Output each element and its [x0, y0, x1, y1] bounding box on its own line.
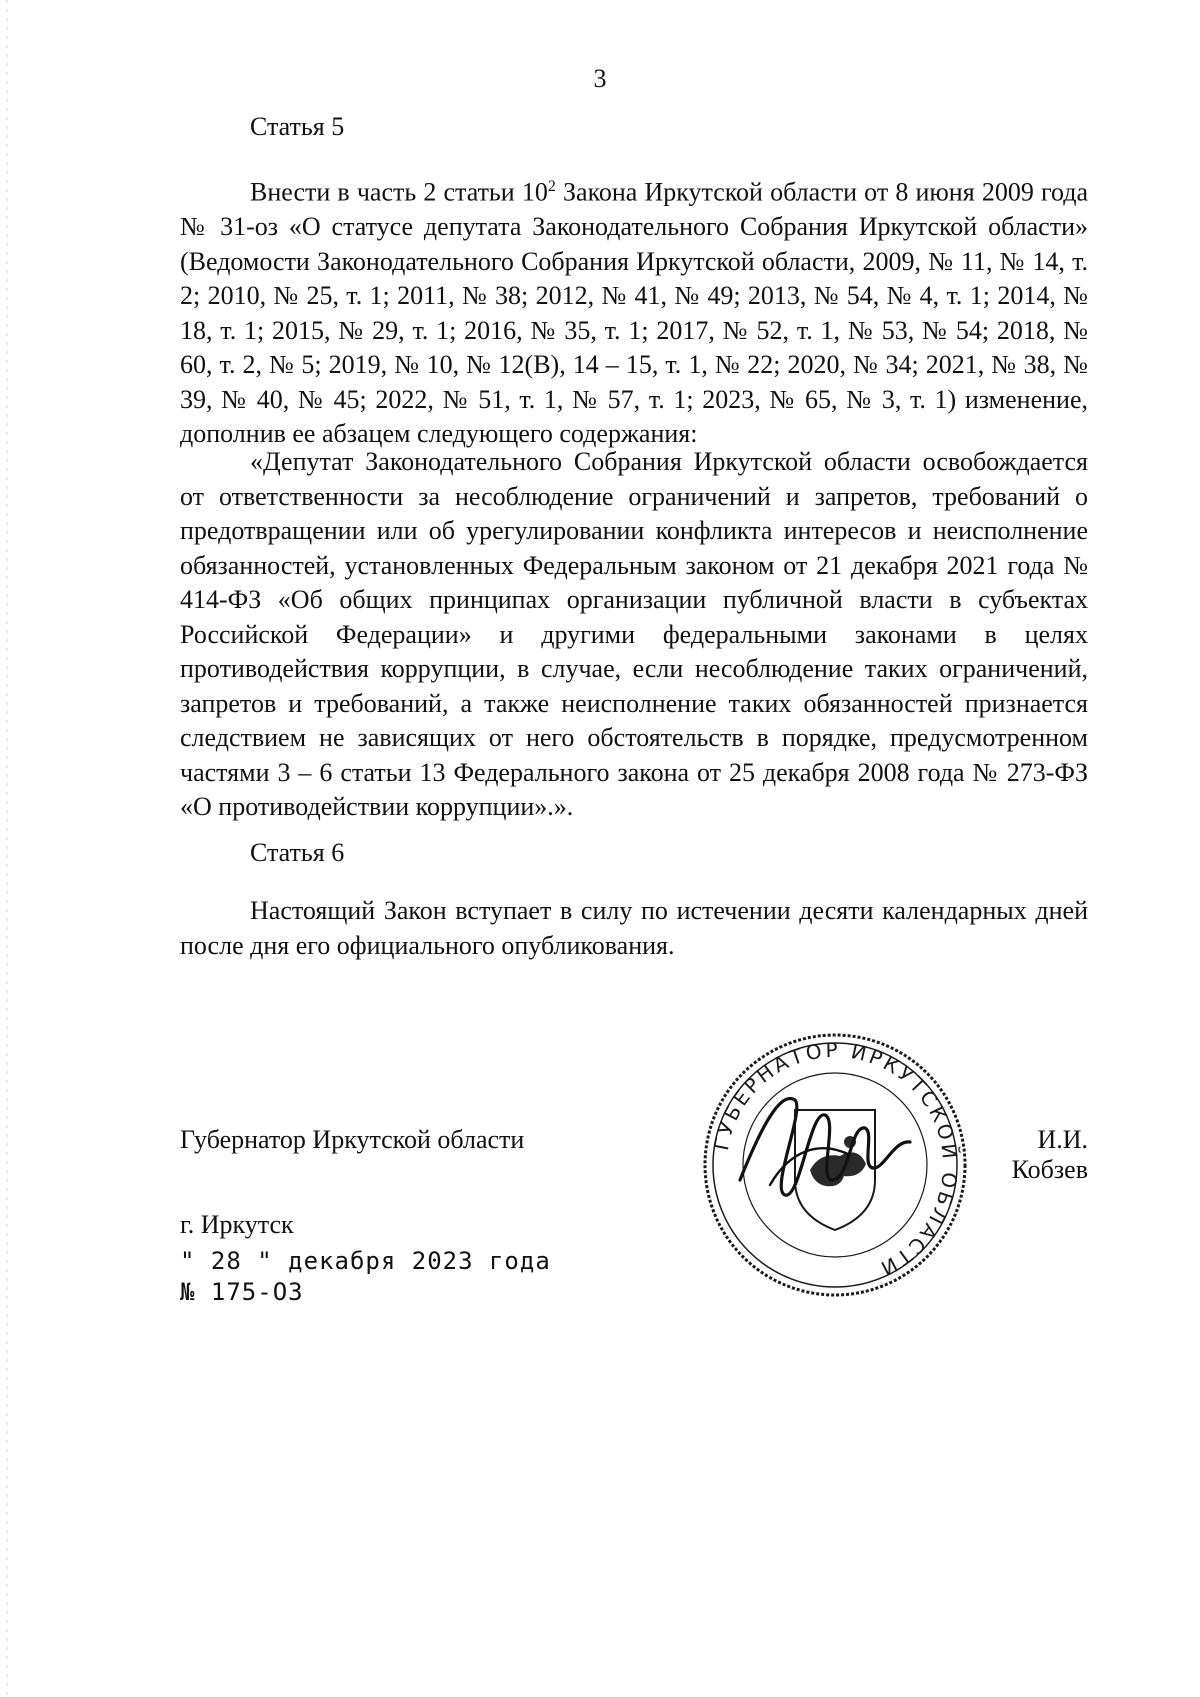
signing-place: г. Иркутск: [180, 1210, 294, 1239]
law-number: № 175-ОЗ: [180, 1278, 304, 1306]
seal-graphic: [700, 1030, 970, 1300]
governor-name: И.И. Кобзев: [1011, 1125, 1088, 1184]
article-6-paragraph-1: Настоящий Закон вступает в силу по истечении десяти календарных дней после дня его официального опубликования.: [180, 896, 1088, 960]
article-5-paragraph-1: [180, 170, 1088, 452]
official-seal-stamp: [700, 1030, 970, 1300]
article-5-paragraph-1-text-a: Внести в часть 2 статьи 10: [250, 177, 548, 207]
article-5-heading: Статья 5: [250, 112, 345, 141]
article-6-heading: Статья 6: [250, 838, 345, 867]
svg-text:ГУБЕРНАТОР ИРКУТСКОЙ ОБЛАСТИ: ГУБЕРНАТОР ИРКУТСКОЙ ОБЛАСТИ: [708, 1037, 963, 1282]
page-number: 3: [593, 64, 607, 93]
signing-date: " 28 " декабря 2023 года: [180, 1247, 551, 1275]
article-5-paragraph-2: «Депутат Законодательного Собрания Иркутской области освобождается от ответственности за несоблюдение ограничений и запретов, требований о предотвращении или об урегулировании конфликта интересов и неисполнение обязанностей, установленных Федеральным законом от 21 декабря 2021 года № 414-ФЗ «Об общих принципах организации публичной власти в субъектах Российской Федерации» и другими федеральными законами в целях противодействия коррупции, в случае, если несоблюдение таких ограничений, запретов и требований, а также неисполнение таких обязанностей признается следствием не зависящих от него обстоятельств в порядке, предусмотренном частями 3 – 6 статьи 13 Федерального закона от 25 декабря 2008 года № 273-ФЗ «О противодействии коррупции».».: [180, 447, 1088, 821]
superscript: 2: [547, 178, 556, 195]
article-5-paragraph-1-text-b: Закона Иркутской области от 8 июня 2009 года № 31-оз «О статусе депутата Законодательного Собрания Иркутской области» (Ведомости Законодательного Собрания Иркутской области, 2009, № 11, № 14, т. 2; 2010, № 25, т. 1; 2011, № 38; 2012, № 41, № 49; 2013, № 54, № 4, т. 1; 2014, № 18, т. 1; 2015, № 29, т. 1; 2016, № 35, т. 1; 2017, № 52, т. 1, № 53, № 54; 2018, № 60, т. 2, № 5; 2019, № 10, № 12(В), 14 – 15, т. 1, № 22; 2020, № 34; 2021, № 38, № 39, № 40, № 45; 2022, № 51, т. 1, № 57, т. 1; 2023, № 65, № 3, т. 1) изменение, дополнив ее абзацем следующего содержания:: [180, 177, 1088, 449]
scan-edge-artifact: [6, 0, 8, 1697]
governor-title: Губернатор Иркутской области: [180, 1125, 525, 1154]
